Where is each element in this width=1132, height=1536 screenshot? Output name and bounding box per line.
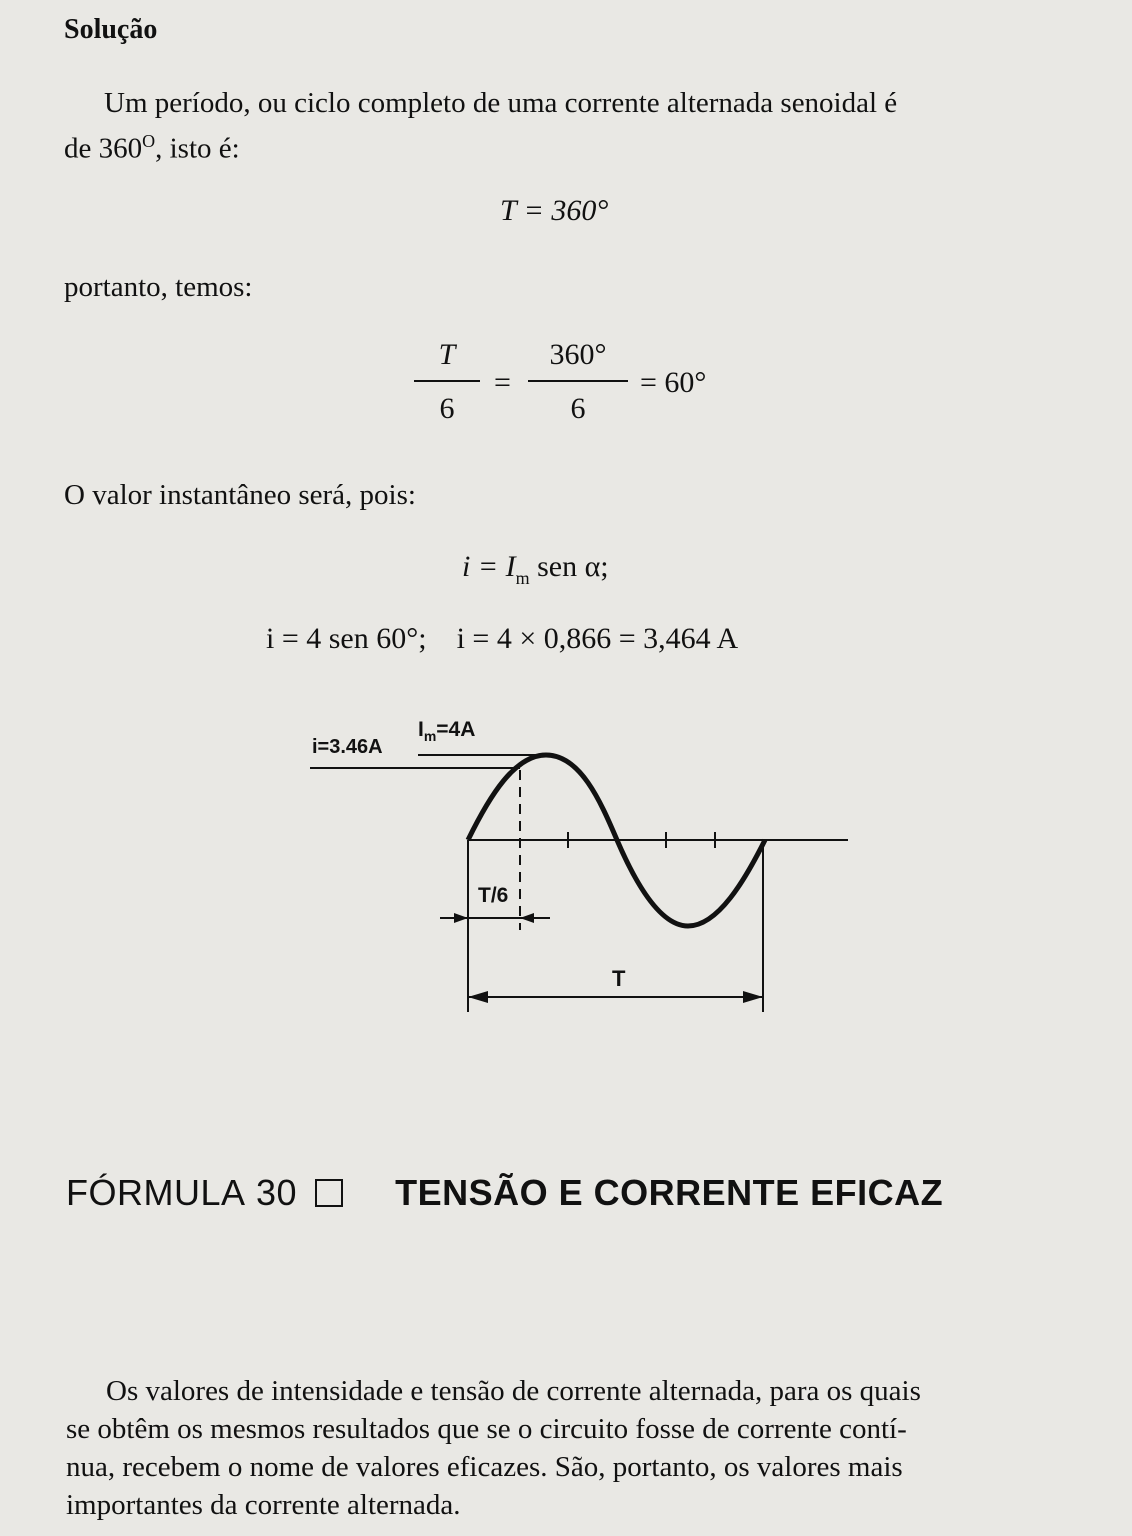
arrow-head [520,913,534,923]
fraction-numerator: T [438,338,456,371]
label-t6: T/6 [478,884,509,907]
closing-line-1: Os valores de intensidade e tensão de corrente alternada, para os quais [106,1375,921,1407]
fraction-denominator: 6 [439,392,455,425]
arrow-head [468,991,488,1003]
intro-line-2-text: de 360 [64,132,143,165]
equation-rhs: sen α; [537,550,609,583]
square-box-icon [315,1179,343,1207]
fraction-numerator: 360° [549,338,607,371]
equation-calc-part1: i = 4 sen 60°; [266,622,427,655]
label-i-value: i=3.46A [312,736,383,758]
arrow-head [454,913,468,923]
formula-label: FÓRMULA [66,1172,246,1213]
equation-period: T = 360° [500,194,609,227]
closing-line-3: nua, recebem o nome de valores eficazes. São, portanto, os valores mais [66,1451,903,1483]
subscript-m: m [515,568,530,588]
section-title: Solução [64,14,158,45]
equals-sign: = [494,366,511,399]
fraction-result: = 60° [640,366,707,399]
closing-line-2: se obtêm os mesmos resultados que se o circuito fosse de corrente contí- [66,1413,907,1445]
closing-line-4: importantes da corrente alternada. [66,1489,461,1521]
label-im-letter: I [418,718,424,741]
intro-line-1: Um período, ou ciclo completo de uma corrente alternada senoidal é [104,87,898,119]
arrow-head [743,991,763,1003]
label-im-value [418,718,475,744]
label-period: T [612,966,626,991]
formula-title: TENSÃO E CORRENTE EFICAZ [395,1172,944,1213]
formula-number: 30 [256,1172,298,1213]
equation-calc-part2: i = 4 × 0,866 = 3,464 A [456,622,739,655]
formula-heading [66,1172,943,1214]
valor-text: O valor instantâneo será, pois: [64,479,416,511]
equation-lhs: i = I [462,550,516,583]
intro-line-2-end: , isto é: [155,132,240,165]
label-im-subscript: m [423,728,437,744]
label-im-rest: =4A [436,718,476,741]
fraction-denominator: 6 [570,392,586,425]
closing-paragraph [66,1372,1070,1524]
degree-sup: O [142,131,156,151]
portanto-text: portanto, temos: [64,271,253,303]
